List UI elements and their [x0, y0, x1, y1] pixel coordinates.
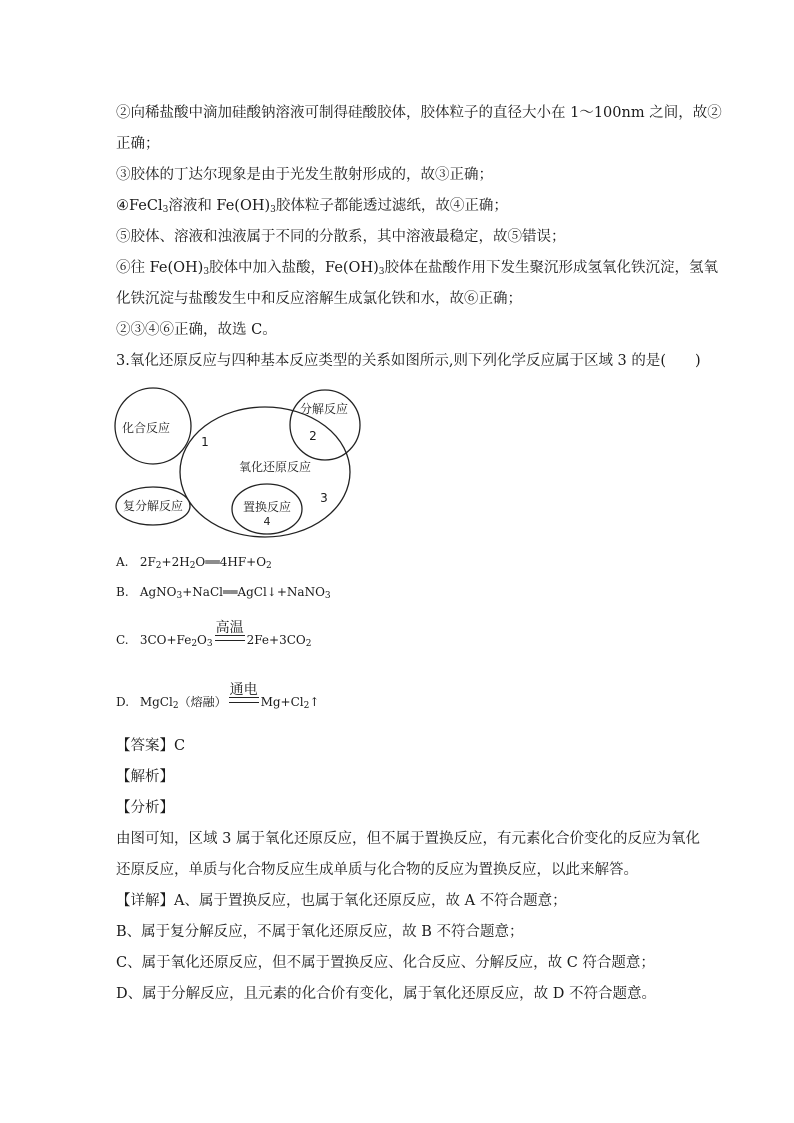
region-2-label: 2 [309, 429, 317, 443]
subscript: 3 [378, 267, 385, 277]
region-3-label: 3 [320, 491, 328, 505]
option-label: B. [116, 585, 129, 599]
text-line: 化铁沉淀与盐酸发生中和反应溶解生成氯化铁和水，故⑥正确； [116, 291, 522, 307]
equals-sign: ══ [222, 585, 238, 599]
decomposition-circle [290, 390, 360, 460]
option-b [116, 583, 331, 605]
analysis-heading: 【解析】 [116, 769, 174, 785]
text-line: ③胶体的丁达尔现象是由于光发生散射形成的，故③正确； [116, 167, 493, 183]
text-run: 胶体在盐酸作用下发生聚沉形成氢氧化铁沉淀，氢氧 [384, 260, 718, 276]
question-stem: 3.氧化还原反应与四种基本反应类型的关系如图所示,则下列化学反应属于区域 3 的是( ) [116, 353, 701, 369]
text-line [116, 196, 508, 220]
reaction-type-venn-diagram [112, 385, 362, 545]
answer-line: 【答案】C [116, 738, 186, 754]
subscript: 3 [270, 205, 276, 215]
region-1-label: 1 [201, 435, 209, 449]
detail-text: B、属于复分解反应，不属于氧化还原反应，故 B 不符合题意； [116, 924, 524, 940]
option-a [116, 553, 272, 575]
reaction-condition [215, 620, 245, 649]
redox-label: 氧化还原反应 [238, 460, 312, 474]
displacement-label: 置换反应 [242, 500, 292, 514]
option-d [116, 682, 320, 715]
option-label: A. [116, 555, 129, 569]
decomposition-label: 分解反应 [299, 402, 349, 416]
condition-text: 高温 [215, 620, 244, 636]
text-line: 正确； [116, 136, 160, 152]
text-line: ⑤胶体、溶液和浊液属于不同的分散系，其中溶液最稳定，故⑤错误； [116, 229, 566, 245]
condition-text: 通电 [229, 682, 258, 698]
formula: $3CO+Fe_2O_3$ 高温 $2Fe+3CO_2$ [139, 620, 312, 649]
fenxi-heading: 【分析】 [116, 800, 174, 816]
text-line: ②③④⑥正确，故选 C。 [116, 322, 277, 338]
double-decomposition-label: 复分解反应 [122, 499, 184, 513]
subscript: 3 [203, 267, 210, 277]
detail-text: 【详解】A、属于置换反应，也属于氧化还原反应，故 A 不符合题意； [116, 893, 567, 909]
text-run: 胶体中加入盐酸，Fe(OH) [209, 260, 379, 276]
text-line [116, 258, 718, 282]
text-run: ⑥往 Fe(OH) [116, 260, 204, 276]
analysis-text: 由图可知，区域 3 属于氧化还原反应，但不属于置换反应，有元素化合价变化的反应为氧化 [116, 831, 700, 847]
detail-text: C、属于氧化还原反应，但不属于置换反应、化合反应、分解反应，故 C 符合题意； [116, 955, 655, 971]
region-4-label: 4 [263, 515, 271, 528]
formula: MgCl$_2$（熔融） 通电 $Mg+Cl_2↑$ [139, 682, 320, 711]
option-c [116, 620, 312, 653]
text-run: ④FeCl [116, 198, 163, 214]
combination-label: 化合反应 [121, 421, 171, 435]
subscript: 3 [162, 205, 169, 215]
detail-text: D、属于分解反应，且元素的化合价有变化，属于氧化还原反应，故 D 不符合题意。 [116, 986, 656, 1002]
option-label: C. [116, 633, 129, 647]
text-run: 溶液和 Fe(OH) [168, 198, 271, 214]
analysis-text: 还原反应，单质与化合物反应生成单质与化合物的反应为置换反应，以此来解答。 [116, 862, 638, 878]
equals-sign: ══ [205, 555, 220, 569]
text-line: ②向稀盐酸中滴加硅酸钠溶液可制得硅酸胶体，胶体粒子的直径大小在 1～100nm 之间，故② [116, 105, 722, 121]
reaction-condition [229, 682, 259, 711]
formula: $2F_2+2H_2O══4HF+O_2$ [139, 555, 272, 571]
text-run: 胶体粒子都能透过滤纸，故④正确； [275, 198, 508, 214]
option-label: D. [116, 695, 130, 709]
formula: AgNO$_3$+NaCl══AgCl↓+NaNO$_3$ [139, 585, 331, 601]
